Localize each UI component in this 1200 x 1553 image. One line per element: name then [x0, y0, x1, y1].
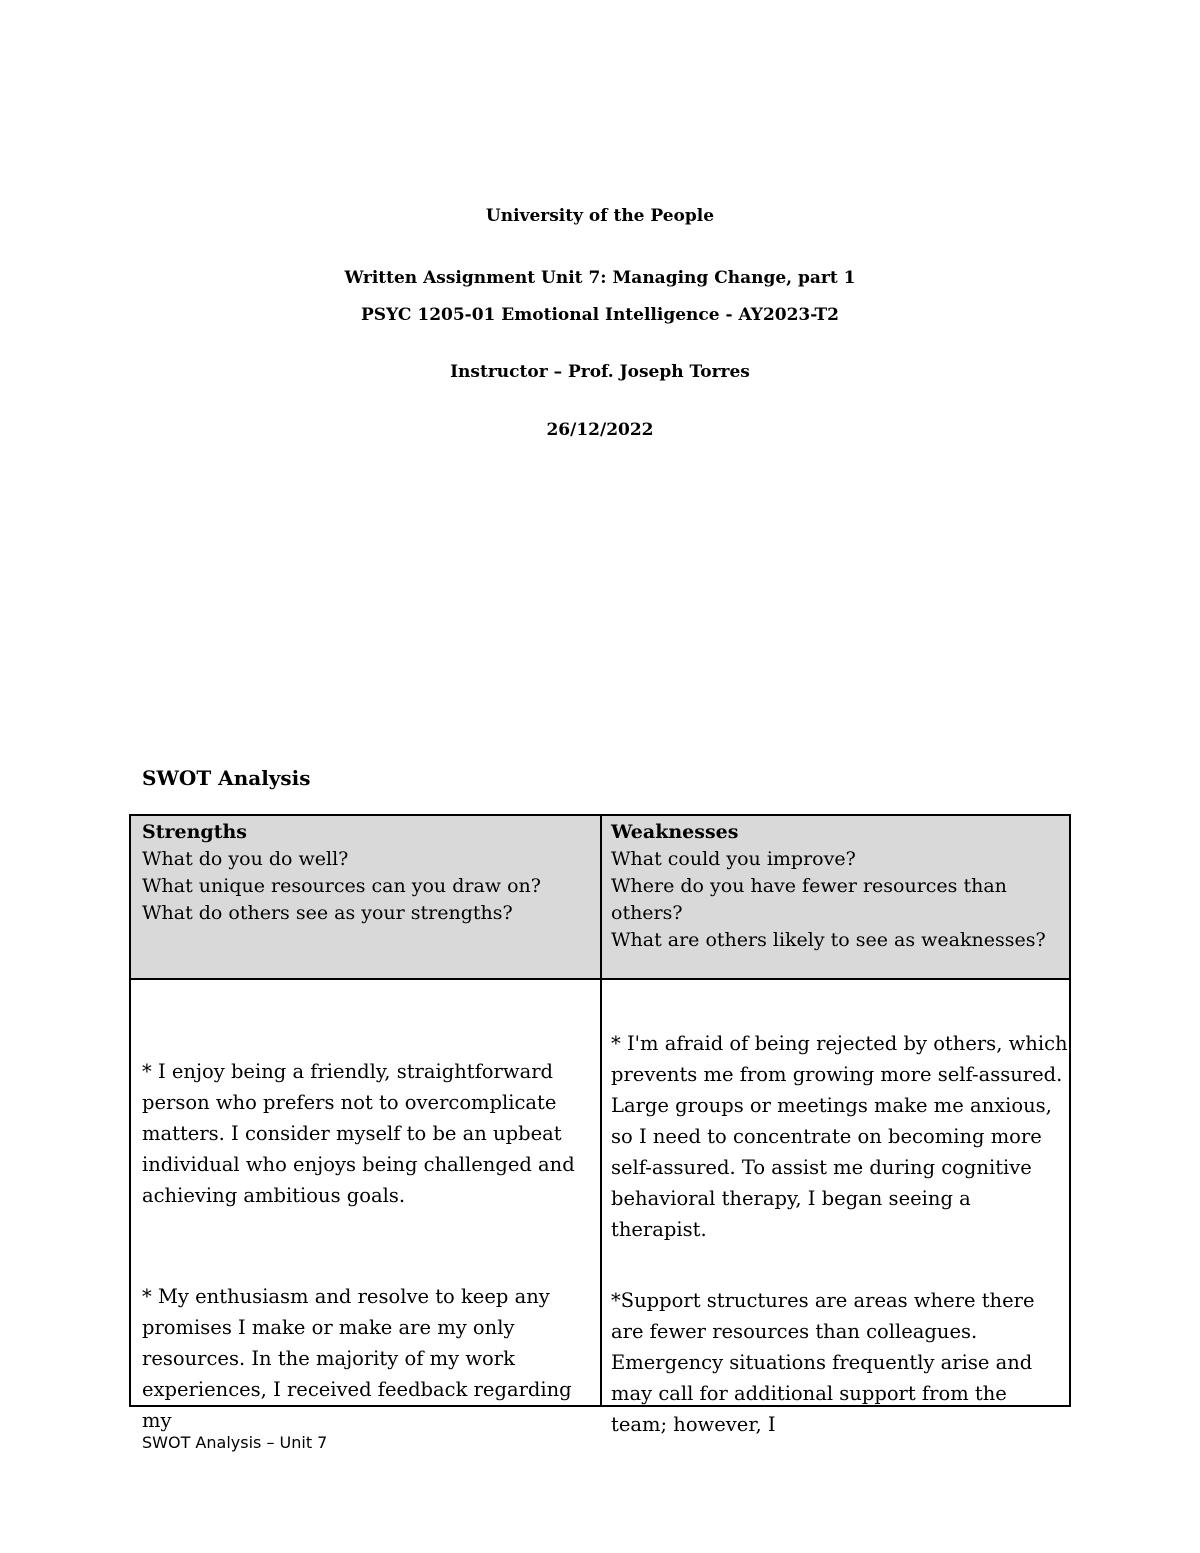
course-name: PSYC 1205-01 Emotional Intelligence - AY2023-T2: [361, 305, 839, 325]
assignment-title: Written Assignment Unit 7: Managing Change, part 1: [344, 268, 856, 288]
university-name: University of the People: [485, 206, 715, 226]
instructor-name: Instructor – Prof. Joseph Torres: [450, 362, 750, 382]
strengths-prompt: What unique resources can you draw on?: [142, 875, 541, 897]
weaknesses-prompt: What are others likely to see as weaknesses?: [611, 929, 1046, 951]
weaknesses-title: Weaknesses: [611, 821, 739, 843]
page-footer: SWOT Analysis – Unit 7: [142, 1433, 328, 1452]
weaknesses-prompt: What could you improve?: [611, 848, 856, 870]
weaknesses-prompt: Where do you have fewer resources than others?: [611, 875, 1007, 924]
swot-heading: SWOT Analysis: [142, 766, 311, 790]
strengths-entry: * My enthusiasm and resolve to keep any promises I make or make are my only resources. In the majority of my work experiences, I received feedback regarding my: [142, 1285, 572, 1432]
weaknesses-header-cell: [611, 819, 1061, 954]
strengths-prompt: What do others see as your strengths?: [142, 902, 513, 924]
weaknesses-entry: *Support structures are areas where there are fewer resources than colleagues. Emergency situations frequently arise and may call for additional support from the team; however, I: [611, 1289, 1035, 1436]
strengths-entry: * I enjoy being a friendly, straightforward person who prefers not to overcomplicate matters. I consider myself to be an upbeat individual who enjoys being challenged and achieving ambitious goals.: [142, 1060, 575, 1207]
strengths-prompt: What do you do well?: [142, 848, 349, 870]
strengths-header-cell: [142, 819, 592, 927]
swot-table: [129, 814, 1071, 1436]
column-divider: [600, 816, 602, 1405]
strengths-title: Strengths: [142, 821, 247, 843]
submission-date: 26/12/2022: [546, 420, 654, 440]
weaknesses-entry: * I'm afraid of being rejected by others, which prevents me from growing more self-assured. Large groups or meetings make me anxious, so I need to concentrate on becoming more self-assured. To assist me during cognitive behavioral therapy, I began seeing a therapist.: [611, 1032, 1068, 1241]
